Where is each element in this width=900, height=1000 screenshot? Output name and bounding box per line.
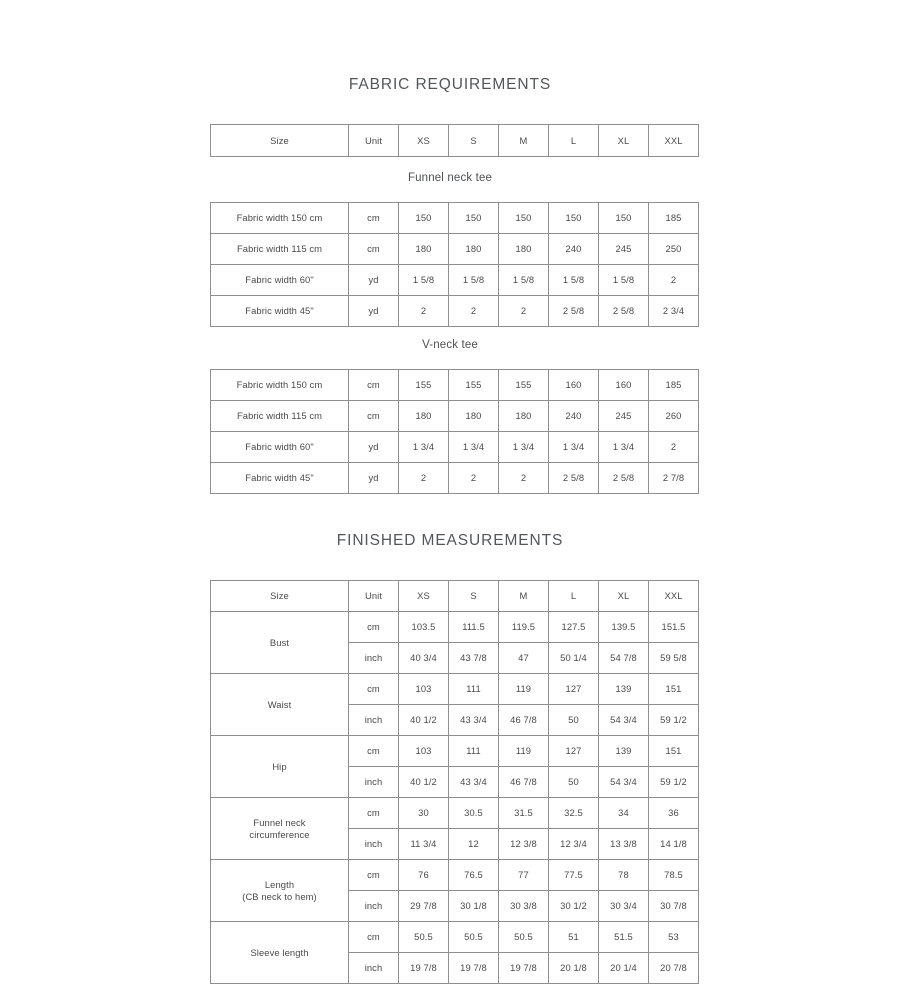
row-unit-cm: cm bbox=[349, 674, 399, 705]
table-row bbox=[211, 370, 699, 401]
cell-xxl: 151 bbox=[649, 674, 699, 705]
cell-s: 30 1/8 bbox=[449, 891, 499, 922]
cell-xs: 1 3/4 bbox=[399, 432, 449, 463]
header-cell-s: S bbox=[449, 581, 499, 612]
cell-xs: 40 3/4 bbox=[399, 643, 449, 674]
cell-m: 180 bbox=[499, 234, 549, 265]
cell-xs: 150 bbox=[399, 203, 449, 234]
label-line-1: Funnel neck bbox=[253, 816, 306, 828]
cell-l: 127.5 bbox=[549, 612, 599, 643]
cell-xxl: 36 bbox=[649, 798, 699, 829]
cell-xl: 1 3/4 bbox=[599, 432, 649, 463]
table-row bbox=[211, 401, 699, 432]
cell-xl: 78 bbox=[599, 860, 649, 891]
cell-m: 180 bbox=[499, 401, 549, 432]
cell-xl: 139.5 bbox=[599, 612, 649, 643]
cell-xs: 40 1/2 bbox=[399, 705, 449, 736]
row-label: Fabric width 45" bbox=[211, 296, 349, 327]
cell-xs: 180 bbox=[399, 234, 449, 265]
measurement-label-sleeve-length: Sleeve length bbox=[211, 922, 349, 984]
row-unit-inch: inch bbox=[349, 767, 399, 798]
cell-xl: 20 1/4 bbox=[599, 953, 649, 984]
cell-xxl: 151.5 bbox=[649, 612, 699, 643]
cell-xl: 245 bbox=[599, 234, 649, 265]
cell-s: 180 bbox=[449, 234, 499, 265]
label-line-2: circumference bbox=[249, 828, 310, 840]
cell-xs: 2 bbox=[399, 463, 449, 494]
row-label: Fabric width 115 cm bbox=[211, 234, 349, 265]
subsection-label-v-neck-tee: V-neck tee bbox=[422, 339, 478, 351]
cell-l: 20 1/8 bbox=[549, 953, 599, 984]
row-label: Fabric width 45" bbox=[211, 463, 349, 494]
cell-xl: 34 bbox=[599, 798, 649, 829]
row-label: Fabric width 115 cm bbox=[211, 401, 349, 432]
cell-xl: 54 3/4 bbox=[599, 705, 649, 736]
cell-xxl: 2 7/8 bbox=[649, 463, 699, 494]
cell-s: 12 bbox=[449, 829, 499, 860]
cell-m: 1 5/8 bbox=[499, 265, 549, 296]
cell-xs: 103 bbox=[399, 674, 449, 705]
cell-l: 50 bbox=[549, 705, 599, 736]
page-title-fabric-requirements: FABRIC REQUIREMENTS bbox=[348, 76, 552, 93]
cell-m: 46 7/8 bbox=[499, 767, 549, 798]
row-unit: yd bbox=[349, 463, 399, 494]
table-row bbox=[211, 612, 699, 643]
cell-m: 46 7/8 bbox=[499, 705, 549, 736]
cell-l: 240 bbox=[549, 401, 599, 432]
cell-m: 77 bbox=[499, 860, 549, 891]
table-row bbox=[211, 432, 699, 463]
row-unit: cm bbox=[349, 234, 399, 265]
cell-s: 111.5 bbox=[449, 612, 499, 643]
cell-xxl: 59 5/8 bbox=[649, 643, 699, 674]
row-label: Fabric width 60" bbox=[211, 265, 349, 296]
cell-xl: 2 5/8 bbox=[599, 463, 649, 494]
header-cell-s: S bbox=[449, 125, 499, 157]
cell-xs: 40 1/2 bbox=[399, 767, 449, 798]
cell-xxl: 59 1/2 bbox=[649, 767, 699, 798]
cell-l: 1 3/4 bbox=[549, 432, 599, 463]
row-unit: yd bbox=[349, 265, 399, 296]
fabric-table-funnel-neck-tee bbox=[210, 202, 699, 327]
cell-l: 32.5 bbox=[549, 798, 599, 829]
header-cell-size: Size bbox=[211, 581, 349, 612]
cell-s: 2 bbox=[449, 463, 499, 494]
table-row bbox=[211, 674, 699, 705]
row-unit-inch: inch bbox=[349, 829, 399, 860]
label-line-2: (CB neck to hem) bbox=[242, 890, 317, 902]
header-cell-xl: XL bbox=[599, 125, 649, 157]
cell-xs: 155 bbox=[399, 370, 449, 401]
cell-xxl: 185 bbox=[649, 370, 699, 401]
cell-xxl: 78.5 bbox=[649, 860, 699, 891]
cell-xl: 2 5/8 bbox=[599, 296, 649, 327]
cell-xl: 160 bbox=[599, 370, 649, 401]
cell-s: 111 bbox=[449, 736, 499, 767]
cell-m: 30 3/8 bbox=[499, 891, 549, 922]
cell-m: 19 7/8 bbox=[499, 953, 549, 984]
table-row bbox=[211, 922, 699, 953]
row-unit-cm: cm bbox=[349, 860, 399, 891]
cell-s: 76.5 bbox=[449, 860, 499, 891]
cell-l: 240 bbox=[549, 234, 599, 265]
cell-m: 31.5 bbox=[499, 798, 549, 829]
cell-l: 127 bbox=[549, 736, 599, 767]
row-label: Fabric width 150 cm bbox=[211, 370, 349, 401]
cell-l: 77.5 bbox=[549, 860, 599, 891]
cell-xl: 1 5/8 bbox=[599, 265, 649, 296]
row-unit-cm: cm bbox=[349, 798, 399, 829]
cell-xxl: 151 bbox=[649, 736, 699, 767]
cell-xs: 103 bbox=[399, 736, 449, 767]
cell-xl: 245 bbox=[599, 401, 649, 432]
row-unit: cm bbox=[349, 370, 399, 401]
cell-xs: 1 5/8 bbox=[399, 265, 449, 296]
cell-l: 160 bbox=[549, 370, 599, 401]
fabric-table-v-neck-tee bbox=[210, 369, 699, 494]
table-row bbox=[211, 234, 699, 265]
table-row-header bbox=[211, 125, 699, 157]
cell-s: 2 bbox=[449, 296, 499, 327]
label-line-1: Length bbox=[264, 878, 295, 890]
measurement-label-bust: Bust bbox=[211, 612, 349, 674]
cell-l: 50 bbox=[549, 767, 599, 798]
row-unit: cm bbox=[349, 401, 399, 432]
cell-xs: 50.5 bbox=[399, 922, 449, 953]
header-cell-xs: XS bbox=[399, 125, 449, 157]
measurement-label-waist: Waist bbox=[211, 674, 349, 736]
table-row bbox=[211, 860, 699, 891]
cell-m: 2 bbox=[499, 463, 549, 494]
cell-xxl: 53 bbox=[649, 922, 699, 953]
cell-xxl: 2 bbox=[649, 265, 699, 296]
header-cell-m: M bbox=[499, 125, 549, 157]
cell-l: 30 1/2 bbox=[549, 891, 599, 922]
cell-xs: 103.5 bbox=[399, 612, 449, 643]
table-row bbox=[211, 798, 699, 829]
header-cell-unit: Unit bbox=[349, 125, 399, 157]
cell-m: 50.5 bbox=[499, 922, 549, 953]
cell-l: 150 bbox=[549, 203, 599, 234]
cell-xl: 30 3/4 bbox=[599, 891, 649, 922]
row-unit: cm bbox=[349, 203, 399, 234]
cell-xxl: 2 3/4 bbox=[649, 296, 699, 327]
cell-m: 119.5 bbox=[499, 612, 549, 643]
cell-s: 30.5 bbox=[449, 798, 499, 829]
cell-s: 1 5/8 bbox=[449, 265, 499, 296]
row-label: Fabric width 60" bbox=[211, 432, 349, 463]
cell-m: 1 3/4 bbox=[499, 432, 549, 463]
cell-l: 50 1/4 bbox=[549, 643, 599, 674]
row-label: Fabric width 150 cm bbox=[211, 203, 349, 234]
measurement-label-length bbox=[211, 860, 349, 922]
row-unit-inch: inch bbox=[349, 705, 399, 736]
header-cell-l: L bbox=[549, 581, 599, 612]
fabric-size-header-table bbox=[210, 124, 699, 157]
cell-xxl: 2 bbox=[649, 432, 699, 463]
cell-xxl: 250 bbox=[649, 234, 699, 265]
table-row bbox=[211, 265, 699, 296]
header-cell-xl: XL bbox=[599, 581, 649, 612]
cell-l: 1 5/8 bbox=[549, 265, 599, 296]
row-unit-cm: cm bbox=[349, 736, 399, 767]
finished-measurements-table bbox=[210, 580, 699, 984]
cell-s: 50.5 bbox=[449, 922, 499, 953]
row-unit: yd bbox=[349, 432, 399, 463]
measurement-label-hip: Hip bbox=[211, 736, 349, 798]
header-cell-l: L bbox=[549, 125, 599, 157]
row-unit: yd bbox=[349, 296, 399, 327]
page-title-finished-measurements: FINISHED MEASUREMENTS bbox=[336, 532, 564, 549]
row-unit-inch: inch bbox=[349, 891, 399, 922]
cell-xl: 139 bbox=[599, 736, 649, 767]
cell-xs: 76 bbox=[399, 860, 449, 891]
table-row bbox=[211, 736, 699, 767]
row-unit-inch: inch bbox=[349, 953, 399, 984]
table-row bbox=[211, 463, 699, 494]
cell-l: 2 5/8 bbox=[549, 463, 599, 494]
cell-xs: 30 bbox=[399, 798, 449, 829]
measurement-label-funnel-neck-circumference bbox=[211, 798, 349, 860]
row-unit-cm: cm bbox=[349, 922, 399, 953]
header-cell-xs: XS bbox=[399, 581, 449, 612]
cell-xs: 11 3/4 bbox=[399, 829, 449, 860]
header-cell-size: Size bbox=[211, 125, 349, 157]
cell-xl: 54 7/8 bbox=[599, 643, 649, 674]
cell-xl: 150 bbox=[599, 203, 649, 234]
cell-s: 19 7/8 bbox=[449, 953, 499, 984]
cell-xxl: 59 1/2 bbox=[649, 705, 699, 736]
cell-s: 43 3/4 bbox=[449, 705, 499, 736]
cell-m: 119 bbox=[499, 736, 549, 767]
cell-s: 43 3/4 bbox=[449, 767, 499, 798]
cell-xxl: 14 1/8 bbox=[649, 829, 699, 860]
cell-m: 119 bbox=[499, 674, 549, 705]
cell-s: 155 bbox=[449, 370, 499, 401]
cell-xl: 13 3/8 bbox=[599, 829, 649, 860]
cell-xs: 29 7/8 bbox=[399, 891, 449, 922]
row-unit-inch: inch bbox=[349, 643, 399, 674]
cell-xl: 139 bbox=[599, 674, 649, 705]
cell-m: 47 bbox=[499, 643, 549, 674]
cell-l: 2 5/8 bbox=[549, 296, 599, 327]
cell-xxl: 20 7/8 bbox=[649, 953, 699, 984]
cell-s: 1 3/4 bbox=[449, 432, 499, 463]
cell-m: 150 bbox=[499, 203, 549, 234]
cell-xxl: 30 7/8 bbox=[649, 891, 699, 922]
cell-m: 155 bbox=[499, 370, 549, 401]
table-row-header bbox=[211, 581, 699, 612]
cell-l: 127 bbox=[549, 674, 599, 705]
cell-xl: 54 3/4 bbox=[599, 767, 649, 798]
table-row bbox=[211, 203, 699, 234]
cell-s: 43 7/8 bbox=[449, 643, 499, 674]
header-cell-xxl: XXL bbox=[649, 125, 699, 157]
cell-m: 2 bbox=[499, 296, 549, 327]
cell-xl: 51.5 bbox=[599, 922, 649, 953]
cell-s: 150 bbox=[449, 203, 499, 234]
cell-xs: 19 7/8 bbox=[399, 953, 449, 984]
cell-xs: 2 bbox=[399, 296, 449, 327]
cell-s: 111 bbox=[449, 674, 499, 705]
row-unit-cm: cm bbox=[349, 612, 399, 643]
cell-xs: 180 bbox=[399, 401, 449, 432]
cell-m: 12 3/8 bbox=[499, 829, 549, 860]
header-cell-m: M bbox=[499, 581, 549, 612]
table-row bbox=[211, 296, 699, 327]
cell-s: 180 bbox=[449, 401, 499, 432]
header-cell-unit: Unit bbox=[349, 581, 399, 612]
cell-l: 51 bbox=[549, 922, 599, 953]
subsection-label-funnel-neck-tee: Funnel neck tee bbox=[407, 172, 493, 184]
cell-xxl: 185 bbox=[649, 203, 699, 234]
cell-l: 12 3/4 bbox=[549, 829, 599, 860]
header-cell-xxl: XXL bbox=[649, 581, 699, 612]
cell-xxl: 260 bbox=[649, 401, 699, 432]
